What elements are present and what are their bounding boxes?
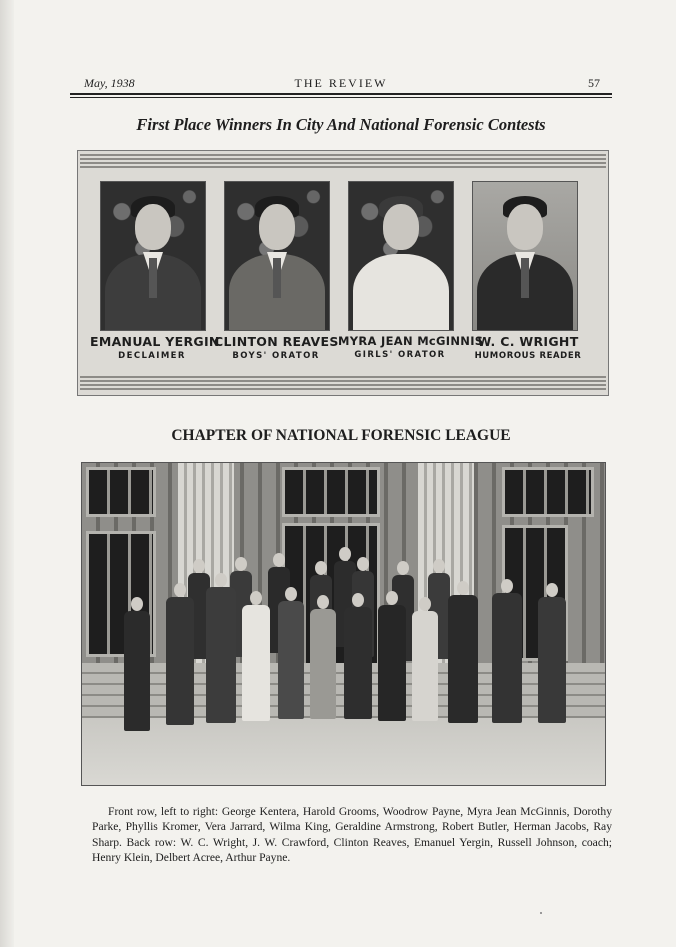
chapter-heading: CHAPTER OF NATIONAL FORENSIC LEAGUE — [171, 427, 511, 444]
winner-name: CLINTON REAVES — [214, 334, 339, 349]
winner-caption-3 — [338, 334, 484, 360]
group-photo-caption: Front row, left to right: George Kentera, Harold Grooms, Woodrow Payne, Myra Jean McGinnis, Dorothy Parke, Phyllis Kromer, Vera Jarrard, Wilma King, Geraldine Armstrong, Robert Butler, Herman Jacobs, Ray Sharp. Back row: W. C. Wright, J. W. Crawford, Clinton Reaves, Emanuel Yergin, Russell Johnson, coach; Henry Klein, Delbert Acree, Arthur Payne. — [92, 804, 612, 865]
panel-stripe-top — [80, 154, 606, 170]
winner-name: MYRA JEAN McGINNIS — [338, 334, 484, 348]
header-rule-thin — [70, 97, 612, 98]
winner-role: HUMOROUS READER — [474, 351, 582, 361]
winner-name: W. C. WRIGHT — [477, 334, 579, 349]
winner-role: GIRLS' ORATOR — [354, 350, 446, 360]
winners-photo-panel — [77, 150, 609, 396]
winner-caption-4 — [466, 334, 590, 361]
running-header — [70, 76, 612, 92]
winner-caption-2 — [214, 334, 338, 361]
portrait-myra-jean-mcginnis — [348, 181, 454, 331]
winner-name: EMANUAL YERGIN — [90, 334, 220, 349]
winner-role: DECLAIMER — [118, 351, 186, 361]
header-rule-thick — [70, 93, 612, 95]
publication-title: THE REVIEW — [294, 76, 388, 90]
panel-stripe-bottom — [80, 376, 606, 392]
portrait-w-c-wright — [472, 181, 578, 331]
winner-role: BOYS' ORATOR — [232, 351, 320, 361]
page-speck — [540, 912, 542, 914]
winners-heading: First Place Winners In City And National Forensic Contests — [136, 115, 546, 134]
group-photo — [81, 462, 606, 786]
portrait-emanual-yergin — [100, 181, 206, 331]
issue-date: May, 1938 — [84, 76, 135, 90]
book-spine-shadow — [0, 0, 14, 947]
portrait-clinton-reaves — [224, 181, 330, 331]
winner-caption-1 — [90, 334, 220, 361]
page-number: 57 — [588, 76, 600, 90]
